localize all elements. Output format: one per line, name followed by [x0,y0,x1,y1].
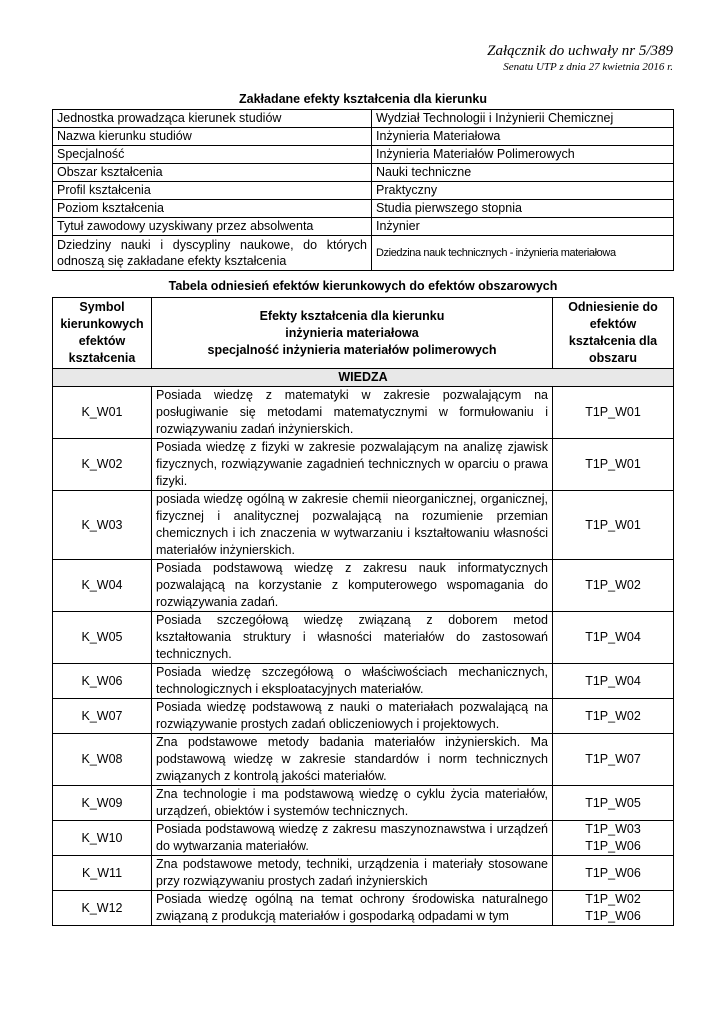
effect-description: Posiada wiedzę z fizyki w zakresie pozwalającym na analizę zjawisk fizycznych, rozwiązywanie zagadnień technicznych w oparciu o prawa fizyki. [152,439,553,491]
info-label: Poziom kształcenia [53,200,372,218]
info-label: Obszar kształcenia [53,164,372,182]
effect-reference: T1P_W07 [553,734,674,786]
table-row [53,734,674,786]
effect-symbol: K_W04 [53,560,152,612]
effect-reference: T1P_W04 [553,664,674,699]
effect-description: Posiada wiedzę ogólną na temat ochrony środowiska naturalnego związaną z produkcją materiałów i gospodarką odpadami w tym [152,891,553,926]
effect-description: Posiada podstawową wiedzę z zakresu maszynoznawstwa i urządzeń do wytwarzania materiałów. [152,821,553,856]
info-row [53,200,674,218]
effect-description: Posiada szczegółową wiedzę związaną z doborem metod kształtowania struktury i własności materiałów do zastosowań technicznych. [152,612,553,664]
table-row [53,821,674,856]
info-table-title: Zakładane efekty kształcenia dla kierunku [238,92,488,106]
effect-reference: T1P_W02 [553,699,674,734]
effect-reference-cell [553,821,674,856]
effect-description: posiada wiedzę ogólną w zakresie chemii nieorganicznej, organicznej, fizycznej i analitycznej pozwalającą na rozumienie przemian chemicznych i ich znaczenia w wytwarzaniu i kształtowaniu własności materiałów inżynierskich. [152,491,553,560]
effect-symbol: K_W10 [53,821,152,856]
effects-column-header [152,298,553,369]
effect-symbol: K_W01 [53,387,152,439]
info-value: Wydział Technologii i Inżynierii Chemicznej [372,110,674,128]
info-value: Inżynieria Materiałów Polimerowych [372,146,674,164]
effect-description: Posiada wiedzę podstawową z nauki o materiałach pozwalającą na rozwiązywanie prostych zadań obliczeniowych i projektowych. [152,699,553,734]
info-row [53,164,674,182]
effect-reference-cell [553,891,674,926]
info-row [53,218,674,236]
effect-description: Posiada podstawową wiedzę z zakresu nauk informatycznych pozwalającą na korzystanie z komputerowego wspomagania do rozwiązywania zadań. [152,560,553,612]
effect-description: Zna podstawowe metody, techniki, urządzenia i materiały stosowane przy rozwiązywaniu prostych zadań inżynierskich [152,856,553,891]
section-row [53,369,674,387]
effect-description: Zna technologie i ma podstawową wiedzę o cyklu życia materiałów, urządzeń, obiektów i systemów technicznych. [152,786,553,821]
effect-symbol: K_W02 [53,439,152,491]
effect-reference: T1P_W06 [553,856,674,891]
info-label: Profil kształcenia [53,182,372,200]
effect-description: Posiada wiedzę szczegółową o właściwościach mechanicznych, technologicznych i eksploatacyjnych materiałów. [152,664,553,699]
effect-symbol: K_W09 [53,786,152,821]
info-value: Inżynieria Materiałowa [372,128,674,146]
table-row [53,612,674,664]
effects-header-row [53,298,674,369]
effect-reference: T1P_W01 [553,387,674,439]
effect-reference: T1P_W02 [585,892,641,906]
effect-symbol: K_W03 [53,491,152,560]
table-row [53,786,674,821]
effects-header-line: Efekty kształcenia dla kierunku [259,308,445,323]
info-value: Studia pierwszego stopnia [372,200,674,218]
effects-table [52,297,674,926]
attachment-subtitle: Senatu UTP z dnia 27 kwietnia 2016 r. [503,61,673,73]
info-label: Nazwa kierunku studiów [53,128,372,146]
effect-symbol: K_W11 [53,856,152,891]
info-label: Dziedziny nauki i dyscypliny naukowe, do których odnoszą się zakładane efekty kształcenia [53,236,372,271]
effect-description: Zna podstawowe metody badania materiałów inżynierskich. Ma podstawową wiedzę w zakresie standardów i norm technicznych związanych z kontrolą jakości materiałów. [152,734,553,786]
info-row [53,146,674,164]
section-label: WIEDZA [53,369,674,387]
info-row [53,236,674,271]
reference-column-header: Odniesienie do efektów kształcenia dla obszaru [553,298,674,369]
table-row [53,560,674,612]
effect-reference: T1P_W02 [553,560,674,612]
info-value: Inżynier [372,218,674,236]
attachment-title: Załącznik do uchwały nr 5/389 [487,43,673,59]
table-row [53,491,674,560]
effect-symbol: K_W05 [53,612,152,664]
effect-symbol: K_W06 [53,664,152,699]
effect-description: Posiada wiedzę z matematyki w zakresie pozwalającym na posługiwanie się metodami matematycznymi w formułowaniu i rozwiązywaniu zadań inżynierskich. [152,387,553,439]
effects-table-title: Tabela odniesień efektów kierunkowych do efektów obszarowych [168,279,558,293]
effects-header-line: inżynieria materiałowa [285,325,419,340]
effect-reference: T1P_W06 [585,839,641,853]
effect-reference: T1P_W03 [585,822,641,836]
table-row [53,856,674,891]
table-row [53,439,674,491]
table-row [53,387,674,439]
effect-symbol: K_W07 [53,699,152,734]
effect-reference: T1P_W01 [553,439,674,491]
info-value: Dziedzina nauk technicznych - inżynieria materiałowa [372,236,674,271]
attachment-note [487,42,673,74]
effect-symbol: K_W12 [53,891,152,926]
info-label: Jednostka prowadząca kierunek studiów [53,110,372,128]
effect-reference: T1P_W06 [585,909,641,923]
effect-reference: T1P_W05 [553,786,674,821]
info-label: Tytuł zawodowy uzyskiwany przez absolwenta [53,218,372,236]
info-row [53,110,674,128]
info-row [53,182,674,200]
table-row [53,699,674,734]
effects-header-line: specjalność inżynieria materiałów polimerowych [207,342,497,357]
info-row [53,128,674,146]
table-row [53,891,674,926]
table-row [53,664,674,699]
effect-reference: T1P_W01 [553,491,674,560]
effect-reference: T1P_W04 [553,612,674,664]
info-value: Nauki techniczne [372,164,674,182]
program-info-table [52,109,674,271]
symbol-column-header: Symbol kierunkowych efektów kształcenia [53,298,152,369]
info-value: Praktyczny [372,182,674,200]
info-label: Specjalność [53,146,372,164]
effect-symbol: K_W08 [53,734,152,786]
